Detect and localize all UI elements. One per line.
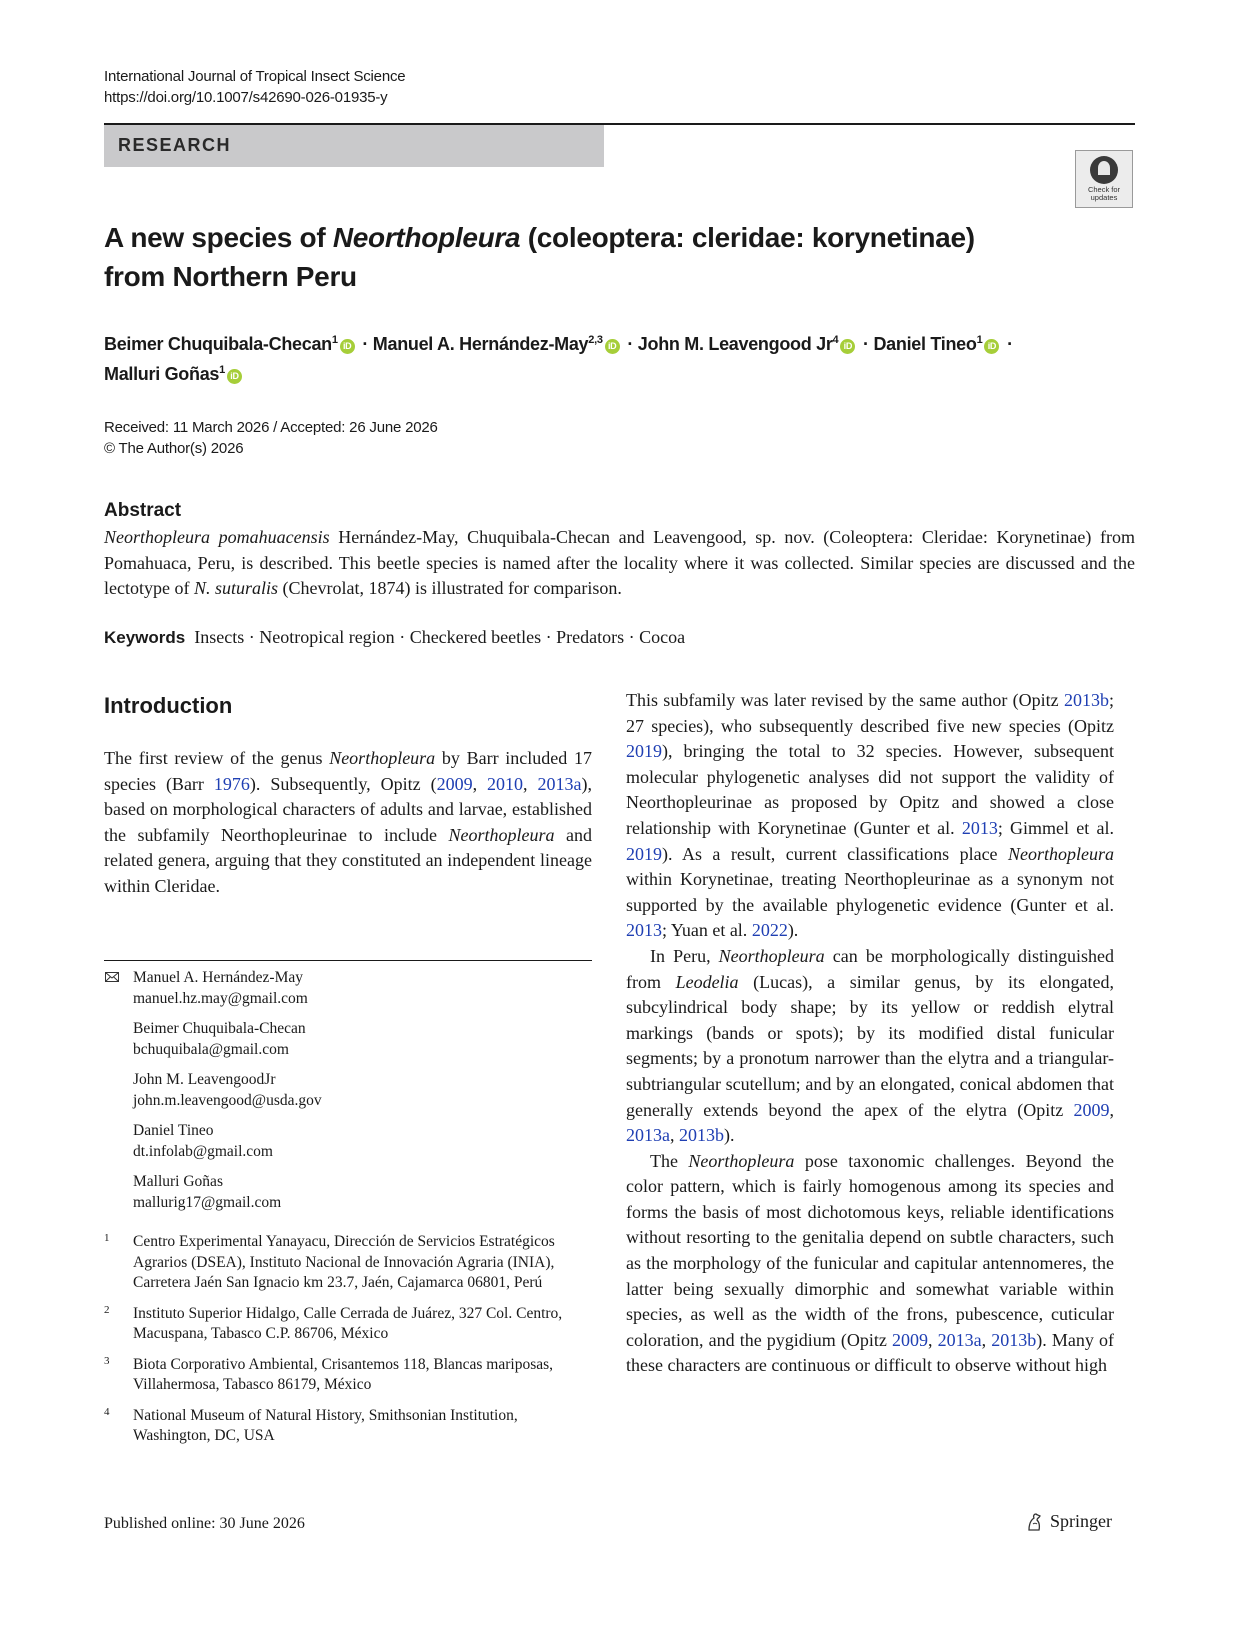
contact-email[interactable]: bchuquibala@gmail.com (133, 1040, 289, 1058)
title-genus: Neorthopleura (332, 222, 521, 253)
footnote-rule (104, 960, 592, 961)
author-contacts (104, 968, 592, 1223)
author-name[interactable]: Manuel A. Hernández-May (372, 334, 589, 354)
citation-link[interactable]: 2013 (626, 920, 662, 941)
author-separator: · (858, 334, 874, 354)
publisher-logo (1025, 1511, 1112, 1532)
citation-link[interactable]: 1976 (213, 773, 250, 794)
citation-link[interactable]: 2013a (626, 1125, 670, 1146)
abstract-heading: Abstract (104, 500, 182, 521)
affiliation-entry (104, 1232, 592, 1294)
springer-horse-icon (1025, 1512, 1045, 1532)
orcid-icon[interactable]: iD (605, 339, 620, 354)
orcid-icon[interactable]: iD (840, 339, 855, 354)
contact-name: Daniel Tineo (133, 1122, 214, 1139)
citation-link[interactable]: 2013a (537, 773, 582, 794)
citation-link[interactable]: 2013a (937, 1329, 982, 1350)
intro-paragraph-2: This subfamily was later revised by the same author (Opitz 2013b; 27 species), who subsequently described five new species (Opitz 2019), bringing the total to 32 species. However, subsequent molecular phylogenetic analyses did not support the validity of Neorthopleurinae as proposed by Opitz and showed a close relationship with Korynetinae (Gunter et al. 2013; Gimmel et al. 2019). As a result, current classifications place Neorthopleura within Korynetinae, treating Neorthopleurinae as a synonym not supported by the available phylogenetic evidence (Gunter et al. 2013; Yuan et al. 2022). (626, 690, 1114, 941)
doi-link[interactable]: https://doi.org/10.1007/s42690-026-01935-y (104, 89, 388, 106)
author-affiliation: 1 (219, 364, 225, 376)
citation-link[interactable]: 2013 (961, 817, 998, 838)
contact-name: Beimer Chuquibala-Checan (133, 1020, 306, 1037)
abstract-text: Neorthopleura pomahuacensis Hernández-May, Chuquibala-Checan and Leavengood, sp. nov. (Coleoptera: Cleridae: Korynetinae) from Pomahuaca, Peru, is described. This beetle species is named after the locality where it was collected. Similar species are discussed and the lectotype of N. suturalis (Chevrolat, 1874) is illustrated for comparison. (104, 527, 1135, 599)
keywords-heading: Keywords (104, 628, 186, 647)
publisher-name: Springer (1050, 1511, 1112, 1531)
section-tag (104, 125, 604, 167)
affiliation-number: 3 (104, 1354, 110, 1367)
citation-link[interactable]: 2019 (626, 843, 662, 864)
right-column (626, 688, 1114, 1379)
published-date: Published online: 30 June 2026 (104, 1515, 305, 1532)
check-updates-line1: Check for (1087, 185, 1121, 194)
affiliation-number: 4 (104, 1405, 110, 1418)
affiliation-text: Centro Experimental Yanayacu, Dirección de Servicios Estratégicos Agrarios (DSEA), Instituto Nacional de Innovación Agraria (INIA), Carretera Jaén San Ignacio km 23.7, Jaén, Cajamarca 06801, Perú (133, 1233, 555, 1291)
citation-link[interactable]: 2009 (892, 1329, 929, 1350)
author-name[interactable]: Beimer Chuquibala-Checan (104, 334, 332, 354)
affiliation-text: National Museum of Natural History, Smithsonian Institution, Washington, DC, USA (133, 1406, 518, 1444)
affiliation-entry (104, 1355, 592, 1396)
citation-link[interactable]: 2013b (1063, 690, 1109, 710)
contact-name: John M. LeavengoodJr (133, 1071, 276, 1088)
contact-email[interactable]: mallurig17@gmail.com (133, 1193, 282, 1211)
orcid-icon[interactable]: iD (227, 369, 242, 384)
author-name[interactable]: Malluri Goñas (104, 364, 220, 384)
affiliation-entry (104, 1406, 592, 1447)
journal-header (104, 66, 405, 108)
affiliation-number: 2 (104, 1303, 110, 1316)
contact-entry (104, 1070, 592, 1111)
orcid-icon[interactable]: iD (984, 339, 999, 354)
author-affiliation: 4 (832, 334, 839, 346)
section-label: RESEARCH (118, 135, 232, 155)
affiliation-number: 1 (104, 1232, 110, 1244)
affiliation-entry (104, 1304, 592, 1345)
envelope-icon (105, 972, 119, 982)
affiliation-text: Biota Corporativo Ambiental, Crisantemos 118, Blancas mariposas, Villahermosa, Tabasco 86179, México (133, 1355, 554, 1393)
author-separator: · (1002, 334, 1013, 354)
author-affiliation: 1 (976, 334, 983, 346)
affiliation-text: Instituto Superior Hidalgo, Calle Cerrada de Juárez, 327 Col. Centro, Macuspana, Tabasco C.P. 86706, México (133, 1304, 563, 1342)
contact-entry (104, 1019, 592, 1060)
citation-link[interactable]: 2009 (436, 773, 473, 794)
check-updates-line2: updates (1090, 193, 1118, 202)
author-separator: · (622, 334, 638, 354)
contact-name: Malluri Goñas (133, 1173, 223, 1190)
affiliations (104, 1232, 592, 1457)
keyword: Predators (556, 627, 625, 647)
citation-link[interactable]: 2009 (1073, 1099, 1110, 1120)
keyword: Cocoa (639, 627, 686, 647)
citation-link[interactable]: 2022 (751, 920, 788, 941)
received-accepted: Received: 11 March 2026 / Accepted: 26 June 2026 (104, 419, 438, 436)
article-title: A new species of Neorthopleura (coleoptera: cleridae: korynetinae) from Northern Peru (104, 222, 975, 292)
check-for-updates-badge[interactable] (1075, 150, 1133, 208)
contact-name: Manuel A. Hernández-May (133, 969, 304, 986)
keyword: Insects (194, 627, 245, 647)
contact-entry (104, 1172, 592, 1213)
author-name[interactable]: John M. Leavengood Jr (637, 334, 833, 354)
author-affiliation: 1 (331, 334, 338, 346)
intro-paragraph-3: In Peru, Neorthopleura can be morphologically distinguished from Leodelia (Lucas), a similar genus, by its elongated, subcylindrical body shape; by its yellow or reddish elytral markings (bands or spots); by its modified distal funicular segments; by a pronotum narrower than the elytra and a triangular-subtriangular scutellum; and by an elongated, conical abdomen that generally extends beyond the apex of the elytra (Opitz 2009, 2013a, 2013b). (626, 945, 1114, 1146)
citation-link[interactable]: 2019 (626, 741, 662, 762)
contact-email[interactable]: manuel.hz.may@gmail.com (133, 989, 308, 1007)
author-list (104, 327, 1134, 387)
author-name[interactable]: Daniel Tineo (873, 334, 977, 354)
introduction-heading: Introduction (104, 693, 233, 718)
keywords: Keywords Insects · Neotropical region · Checkered beetles · Predators · Cocoa (104, 627, 686, 647)
article-dates (104, 417, 438, 459)
citation-link[interactable]: 2010 (487, 773, 524, 794)
citation-link[interactable]: 2013b (679, 1125, 724, 1146)
bookmark-icon (1090, 156, 1118, 184)
contact-entry (104, 1121, 592, 1162)
journal-name: International Journal of Tropical Insect Science (104, 68, 406, 85)
orcid-icon[interactable]: iD (340, 339, 355, 354)
author-affiliation: 2,3 (588, 334, 603, 346)
contact-entry (104, 968, 592, 1009)
intro-paragraph-1: The first review of the genus Neorthopleura by Barr included 17 species (Barr 1976). Subsequently, Opitz (2009, 2010, 2013a), based on morphological characters of adults and larvae, established the subfamily Neorthopleurinae to include Neorthopleura and related genera, arguing that they constituted an independent lineage within Cleridae. (104, 748, 593, 896)
keyword: Neotropical region (259, 627, 395, 647)
author-separator: · (357, 334, 373, 354)
contact-email[interactable]: dt.infolab@gmail.com (133, 1142, 273, 1160)
keyword: Checkered beetles (409, 627, 542, 647)
intro-paragraph-4: The Neorthopleura pose taxonomic challenges. Beyond the color pattern, which is fairly homogenous among its species and forms the basis of most dichotomous keys, reliable identifications without resorting to the genitalia depend on subtle characters, such as the morphology of the funicular and capitular antennomeres, the latter being sexually dimorphic and somewhat variable within species, as well as the width of the frons, pubescence, cuticular coloration, and the pygidium (Opitz 2009, 2013a, 2013b). Many of these characters are continuous or difficult to observe without high (626, 1150, 1115, 1376)
copyright: © The Author(s) 2026 (104, 440, 244, 457)
citation-link[interactable]: 2013b (991, 1329, 1037, 1350)
contact-email[interactable]: john.m.leavengood@usda.gov (133, 1091, 322, 1109)
